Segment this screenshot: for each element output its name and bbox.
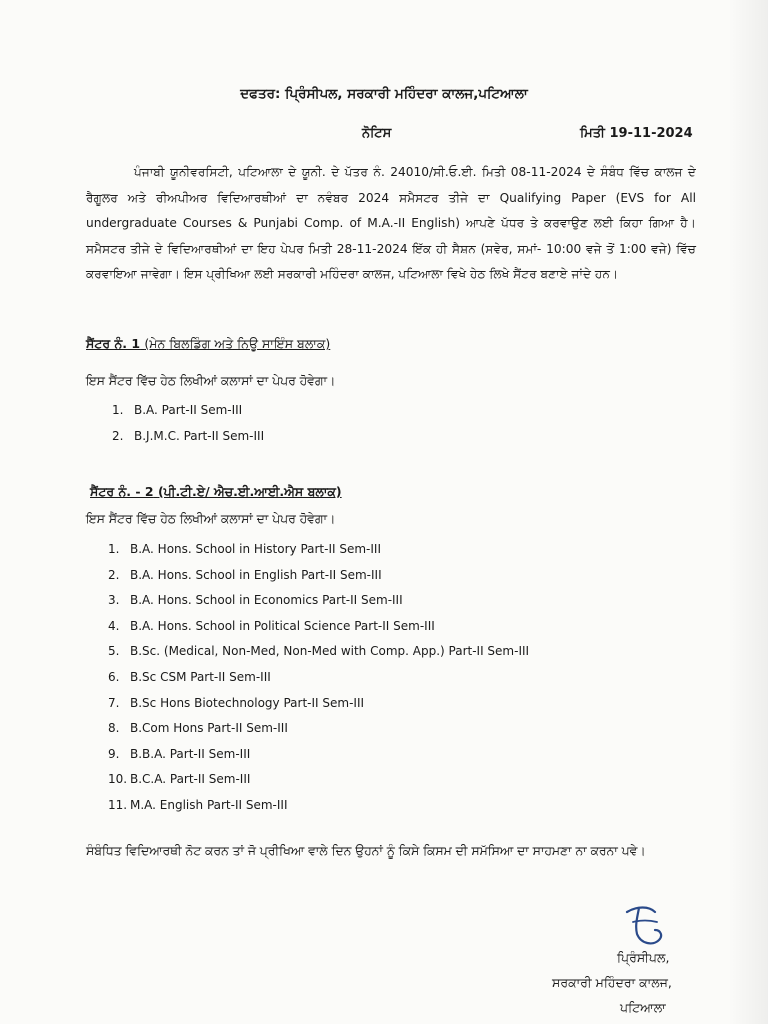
center-1-class-list [112, 398, 264, 449]
item-number: 4. [108, 618, 120, 633]
page-edge-shadow [728, 0, 768, 1024]
item-text: B.A. Hons. School in Political Science Part-II Sem-III [130, 618, 435, 633]
center-2-heading-detail: (ਪੀ.ਟੀ.ਏ/ ਐਚ.ਈ.ਆਈ.ਐਸ ਬਲਾਕ) [157, 484, 342, 499]
item-number: 1. [112, 403, 124, 417]
item-text: B.Sc Hons Biotechnology Part-II Sem-III [130, 695, 365, 710]
center-1-heading-prefix: ਸੈਂਟਰ ਨੰ. 1 [86, 336, 141, 351]
office-heading: ਦਫਤਰ: ਪ੍ਰਿੰਸੀਪਲ, ਸਰਕਾਰੀ ਮਹਿੰਦਰਾ ਕਾਲਜ,ਪਟਿਆਲਾ [240, 86, 528, 102]
item-number: 11. [108, 797, 128, 812]
item-number: 2. [108, 567, 120, 582]
sign-college: ਸਰਕਾਰੀ ਮਹਿੰਦਰਾ ਕਾਲਜ, [552, 975, 672, 990]
list-item [108, 588, 529, 614]
item-number: 10. [108, 772, 128, 787]
notice-date: ਮਿਤੀ 19-11-2024 [580, 126, 693, 141]
center-1-heading [86, 336, 330, 352]
closing-paragraph: ਸੰਬੰਧਿਤ ਵਿਦਿਆਰਥੀ ਨੋਟ ਕਰਨ ਤਾਂ ਜੋ ਪ੍ਰੀਖਿਆ ਵਾਲੇ ਦਿਨ ਉਹਨਾਂ ਨੂੰ ਕਿਸੇ ਕਿਸਮ ਦੀ ਸਮੱਸਿਆ ਦਾ ਸਾਹਮਣਾ ਨਾ ਕਰਨਾ ਪਵੇ। [86, 844, 646, 858]
item-text: B.A. Hons. School in English Part-II Sem-III [130, 567, 382, 582]
center-1-heading-detail: (ਮੇਨ ਬਿਲਡਿੰਗ ਅਤੇ ਨਿਊ ਸਾਇੰਸ ਬਲਾਕ) [144, 336, 331, 351]
center-2-heading-prefix: ਸੈਂਟਰ ਨੰ. - 2 [90, 484, 154, 499]
item-text: M.A. English Part-II Sem-III [130, 797, 288, 812]
item-number: 2. [112, 428, 124, 443]
intro-paragraph: ਪੰਜਾਬੀ ਯੂਨੀਵਰਸਿਟੀ, ਪਟਿਆਲਾ ਦੇ ਯੂਨੀ. ਦੇ ਪੱਤਰ ਨੰ. 24010/ਸੀ.ਓ.ਈ. ਮਿਤੀ 08-11-2024 ਦੇ ਸੰਬੰਧ ਵਿੱਚ ਕਾਲਜ ਦੇ ਰੈਗੂਲਰ ਅਤੇ ਰੀਅਪੀਅਰ ਵਿਦਿਆਰਥੀਆਂ ਦਾ ਨਵੰਬਰ 2024 ਸਮੈਸਟਰ ਤੀਜੇ ਦਾ Qualifying Paper (EVS for All undergraduate Courses & Punjabi Comp. of M.A.-II English) ਆਪਣੇ ਪੱਧਰ ਤੇ ਕਰਵਾਉਣ ਲਈ ਕਿਹਾ ਗਿਆ ਹੈ। ਸਮੈਸਟਰ ਤੀਜੇ ਦੇ ਵਿਦਿਆਰਥੀਆਂ ਦਾ ਇਹ ਪੇਪਰ ਮਿਤੀ 28-11-2024 ਇੱਕ ਹੀ ਸੈਸ਼ਨ (ਸਵੇਰ, ਸਮਾਂ- 10:00 ਵਜੇ ਤੋਂ 1:00 ਵਜੇ) ਵਿੱਚ ਕਰਵਾਇਆ ਜਾਵੇਗਾ। ਇਸ ਪ੍ਰੀਖਿਆ ਲਈ ਸਰਕਾਰੀ ਮਹਿੰਦਰਾ ਕਾਲਜ, ਪਟਿਆਲਾ ਵਿਖੇ ਹੇਠ ਲਿਖੇ ਸੈਂਟਰ ਬਣਾਏ ਜਾਂਦੇ ਹਨ। [86, 165, 696, 281]
item-text: B.Sc CSM Part-II Sem-III [130, 669, 271, 684]
list-item [108, 614, 529, 640]
item-text: B.A. Part-II Sem-III [134, 403, 243, 417]
item-number: 8. [108, 721, 120, 736]
center-2-class-list [108, 537, 529, 819]
item-text: B.A. Hons. School in Economics Part-II Sem-III [130, 593, 403, 608]
item-text: B.J.M.C. Part-II Sem-III [134, 428, 265, 443]
notice-title: ਨੋਟਿਸ [362, 126, 392, 141]
list-item [108, 563, 529, 589]
list-item [108, 537, 529, 563]
list-item [112, 398, 264, 424]
item-text: B.B.A. Part-II Sem-III [130, 746, 251, 761]
item-text: B.Sc. (Medical, Non-Med, Non-Med with Comp. App.) Part-II Sem-III [130, 644, 530, 659]
item-text: B.A. Hons. School in History Part-II Sem-III [130, 542, 381, 556]
item-number: 5. [108, 644, 120, 659]
center-1-subtext: ਇਸ ਸੈਂਟਰ ਵਿੱਚ ਹੇਠ ਲਿਖੀਆਂ ਕਲਾਸਾਂ ਦਾ ਪੇਪਰ ਹੋਵੇਗਾ। [86, 374, 336, 388]
sign-city: ਪਟਿਆਲਾ [620, 1000, 666, 1015]
list-item [108, 665, 529, 691]
item-number: 6. [108, 669, 120, 684]
center-2-subtext: ਇਸ ਸੈਂਟਰ ਵਿੱਚ ਹੇਠ ਲਿਖੀਆਂ ਕਲਾਸਾਂ ਦਾ ਪੇਪਰ ਹੋਵੇਗਾ। [86, 512, 336, 526]
item-number: 1. [108, 542, 120, 556]
item-number: 3. [108, 593, 120, 608]
center-2-heading [90, 484, 342, 500]
item-number: 7. [108, 695, 120, 710]
list-item [112, 424, 264, 450]
list-item [108, 767, 529, 793]
list-item [108, 639, 529, 665]
sign-designation: ਪ੍ਰਿੰਸੀਪਲ, [617, 950, 670, 965]
item-text: B.Com Hons Part-II Sem-III [130, 721, 288, 736]
list-item [108, 742, 529, 768]
list-item [108, 716, 529, 742]
list-item [108, 691, 529, 717]
item-number: 9. [108, 746, 120, 761]
item-text: B.C.A. Part-II Sem-III [130, 772, 251, 787]
list-item [108, 793, 529, 819]
